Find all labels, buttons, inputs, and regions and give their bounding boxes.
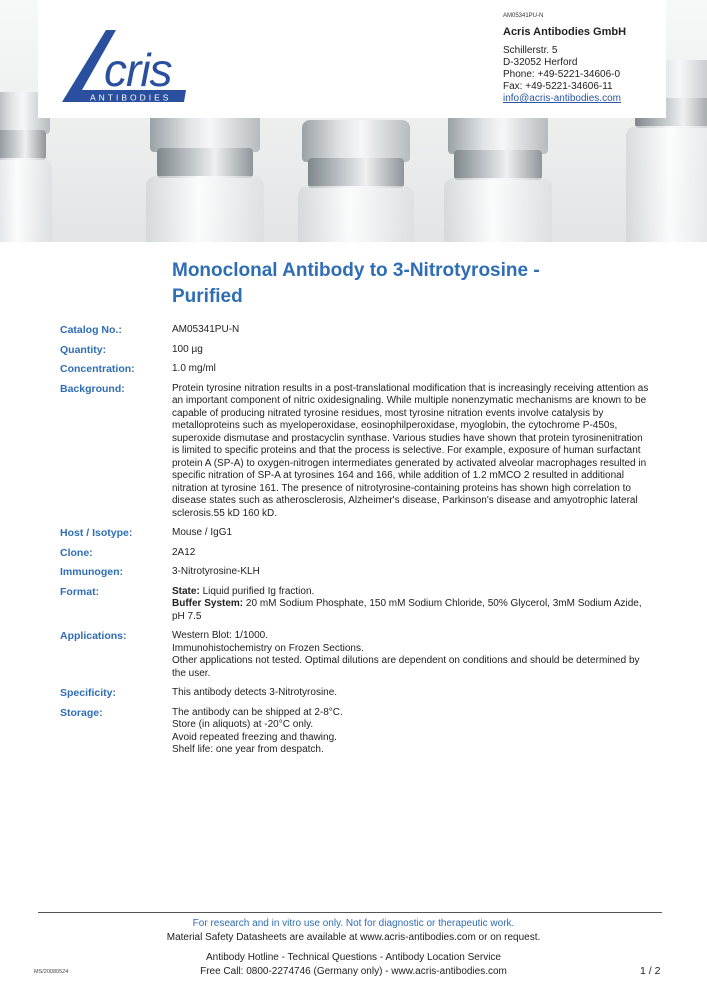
field-label: Host / Isotype: xyxy=(60,527,133,539)
vial-image xyxy=(302,120,410,242)
svg-text:cris: cris xyxy=(104,44,172,96)
field-label: Concentration: xyxy=(60,363,135,375)
field-specificity xyxy=(60,687,660,700)
company-phone: Phone: +49-5221-34606-0 xyxy=(503,69,621,80)
field-clone xyxy=(60,547,660,560)
field-background xyxy=(60,383,660,521)
field-catalog xyxy=(60,324,660,337)
footer-divider xyxy=(38,912,662,913)
company-street: Schillerstr. 5 xyxy=(503,45,558,56)
storage-line: The antibody can be shipped at 2-8°C. xyxy=(172,706,343,718)
footer-msds-note: Material Safety Datasheets are available at www.acris-antibodies.com or on request. xyxy=(166,932,541,943)
product-title-line1: Monoclonal Antibody to 3-Nitrotyrosine - xyxy=(172,260,540,281)
footer-disclaimer: For research and in vitro use only. Not for diagnostic or therapeutic work. xyxy=(192,918,515,929)
field-applications xyxy=(60,630,660,680)
product-fields xyxy=(60,324,660,764)
storage-line: Avoid repeated freezing and thawing. xyxy=(172,731,337,743)
field-value xyxy=(172,586,652,624)
field-storage xyxy=(60,707,660,757)
field-label: Storage: xyxy=(60,706,103,719)
field-value: 3-Nitrotyrosine-KLH xyxy=(172,566,260,577)
field-value xyxy=(172,630,652,680)
format-state-label: State: xyxy=(172,585,200,597)
field-value: Mouse / IgG1 xyxy=(172,527,233,538)
company-email-link[interactable]: info@acris-antibodies.com xyxy=(503,93,621,104)
field-label: Clone: xyxy=(60,546,93,559)
document-reference: AM05341PU-N xyxy=(503,13,544,19)
company-fax: Fax: +49-5221-34606-11 xyxy=(503,81,613,92)
field-format xyxy=(60,586,660,624)
storage-line: Store (in aliquots) at -20°C only. xyxy=(172,719,314,730)
field-immunogen xyxy=(60,566,660,579)
field-value: 2A12 xyxy=(172,546,196,558)
footer-free-call: Free Call: 0800-2274746 (Germany only) - www.acris-antibodies.com xyxy=(200,966,507,977)
vial-image xyxy=(150,110,260,242)
company-city: D-32052 Herford xyxy=(503,57,578,68)
format-state-value: Liquid purified Ig fraction. xyxy=(199,585,315,597)
field-value xyxy=(172,707,652,757)
field-concentration xyxy=(60,363,660,376)
company-name: Acris Antibodies GmbH xyxy=(503,26,627,38)
field-label: Applications: xyxy=(60,630,127,642)
storage-line: Shelf life: one year from despatch. xyxy=(172,744,324,755)
field-label: Catalog No.: xyxy=(60,324,122,336)
field-label: Format: xyxy=(60,585,100,598)
field-label: Specificity: xyxy=(60,687,117,699)
applications-line: Immunohistochemistry on Frozen Sections. xyxy=(172,642,364,654)
company-address xyxy=(503,12,626,105)
format-buffer-value: 20 mM Sodium Phosphate, 150 mM Sodium Chloride, 50% Glycerol, 3mM Sodium Azide, pH 7.5 xyxy=(172,598,642,622)
svg-text:ANTIBODIES: ANTIBODIES xyxy=(90,92,172,103)
field-value: This antibody detects 3-Nitrotyrosine. xyxy=(172,687,338,698)
field-label: Immunogen: xyxy=(60,566,123,578)
field-value: 100 µg xyxy=(172,343,203,355)
applications-line: Other applications not tested. Optimal dilutions are dependent on conditions and should be determined by the user. xyxy=(172,655,640,679)
footer-hotline: Antibody Hotline - Technical Questions - Antibody Location Service xyxy=(206,952,501,963)
format-buffer-label: Buffer System: xyxy=(172,598,244,609)
vial-image xyxy=(448,112,548,242)
page-number: 1 / 2 xyxy=(640,965,661,977)
field-host xyxy=(60,527,660,540)
field-label: Quantity: xyxy=(60,343,107,356)
product-title-line2: Purified xyxy=(172,286,243,307)
field-value: 1.0 mg/ml xyxy=(172,363,216,374)
document-code: MS/20080524 xyxy=(34,969,69,975)
product-title xyxy=(172,258,642,310)
acris-logo xyxy=(60,28,220,106)
applications-line: Western Blot: 1/1000. xyxy=(172,630,268,641)
field-value: Protein tyrosine nitration results in a post-translational modification that is increasingly receiving attention as an important component of nitric oxidesignaling. While multiple nonenzymatic mechanisms are known to be capable of producing nitrated tyrosine residues, most tyrosine nitration events involve catalysis by metalloproteins such as myeloperoxidase, eosinophilperoxidase, myoglobin, the cytochrome P-450s, superoxide dismutase and prostacyclin synthase. Various studies have shown that protein tyrosinenitration is limited to specific proteins and that the process is selective. For example, exposure of human surfactant protein A (SP-A) to oxygen-nitrogen intermediates generated by activated alveolar macrophages resulted in specific nitration of SP-A at tyrosines 164 and 166, while addition of 1.2 mMCO 2 resulted in additional nitration at tyrosine 161. The presence of nitrotyrosine-containing proteins has shown high correlation to disease states such as atherosclerosis, Alzheimer's disease, Parkinson's disease and amyotrophic lateral sclerosis.55 kD 160 kD. xyxy=(172,382,649,519)
field-value: AM05341PU-N xyxy=(172,324,240,335)
field-label: Background: xyxy=(60,382,125,395)
field-quantity xyxy=(60,344,660,357)
